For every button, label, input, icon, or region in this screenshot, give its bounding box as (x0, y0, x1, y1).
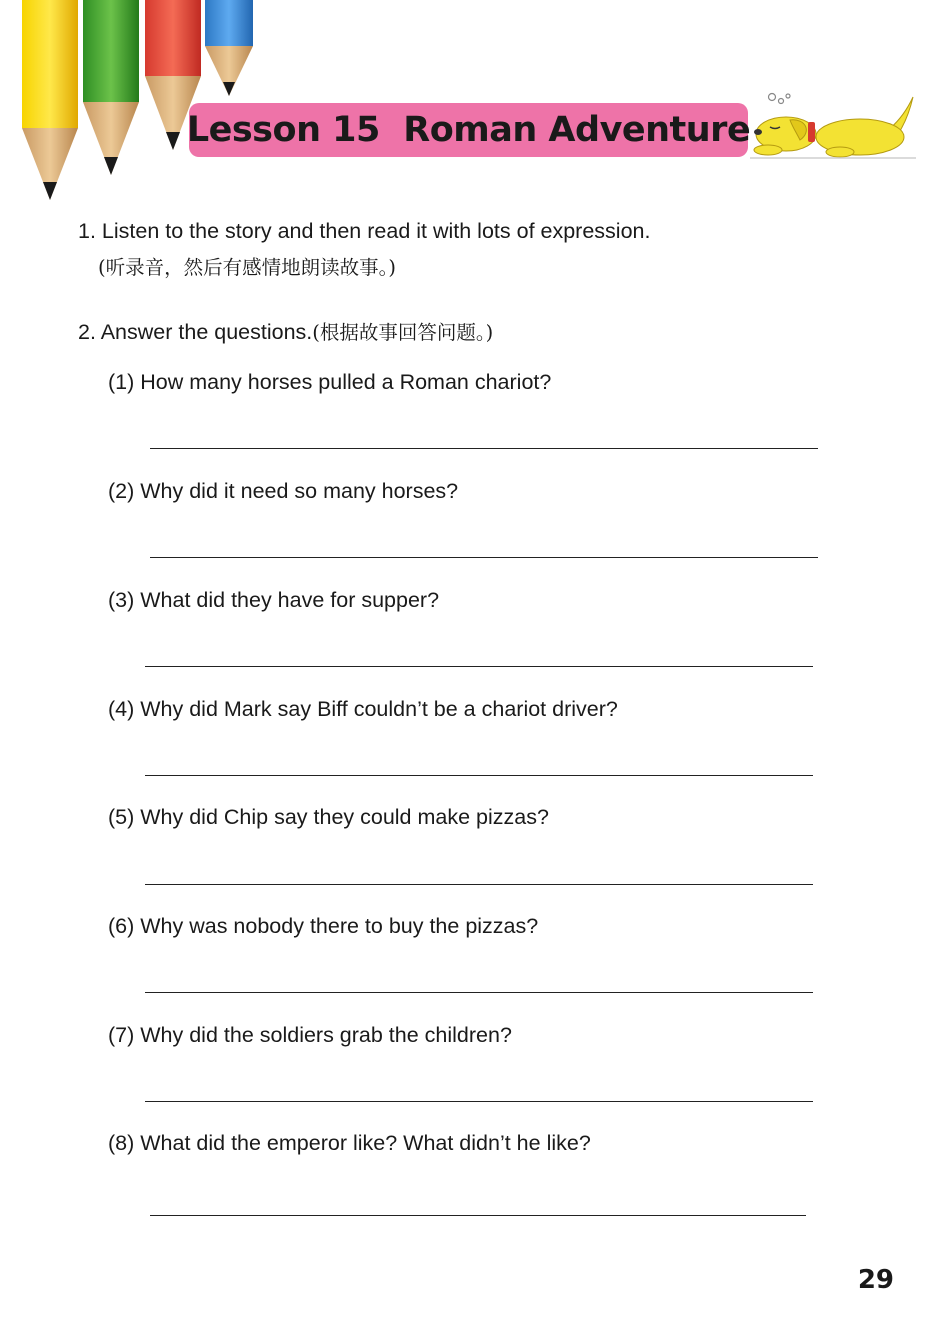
question-1: (1) How many horses pulled a Roman chariot? (108, 370, 552, 394)
title-banner (186, 103, 751, 157)
answer-line-1[interactable] (150, 448, 818, 449)
instruction-2-text: 2. Answer the questions. (78, 320, 313, 344)
sleeping-dog-icon (748, 92, 920, 160)
instruction-1: 1. Listen to the story and then read it with lots of expression. (78, 219, 651, 243)
question-2: (2) Why did it need so many horses? (108, 479, 459, 503)
question-6: (6) Why was nobody there to buy the pizzas? (108, 914, 539, 938)
instruction-1-translation: (听录音，然后有感情地朗读故事。) (98, 256, 396, 279)
question-5: (5) Why did Chip say they could make pizzas? (108, 805, 549, 829)
page-title: Lesson 15 Roman Adventure (186, 110, 751, 150)
answer-line-5[interactable] (145, 884, 813, 885)
pencil-blue-icon (205, 0, 253, 96)
pencil-green-icon (83, 0, 139, 175)
question-7: (7) Why did the soldiers grab the children? (108, 1023, 512, 1047)
answer-line-7[interactable] (145, 1101, 813, 1102)
instruction-2 (78, 317, 493, 345)
question-3: (3) What did they have for supper? (108, 588, 440, 612)
answer-line-6[interactable] (145, 992, 813, 993)
answer-line-3[interactable] (145, 666, 813, 667)
instruction-2-translation: (根据故事回答问题。) (312, 321, 494, 344)
page-number: 29 (857, 1265, 894, 1295)
answer-line-4[interactable] (145, 775, 813, 776)
question-4: (4) Why did Mark say Biff couldn’t be a chariot driver? (108, 697, 618, 721)
question-8: (8) What did the emperor like? What didn’t he like? (108, 1131, 591, 1155)
pencil-yellow-icon (22, 0, 78, 200)
answer-line-2[interactable] (150, 557, 818, 558)
answer-line-8[interactable] (150, 1215, 806, 1216)
